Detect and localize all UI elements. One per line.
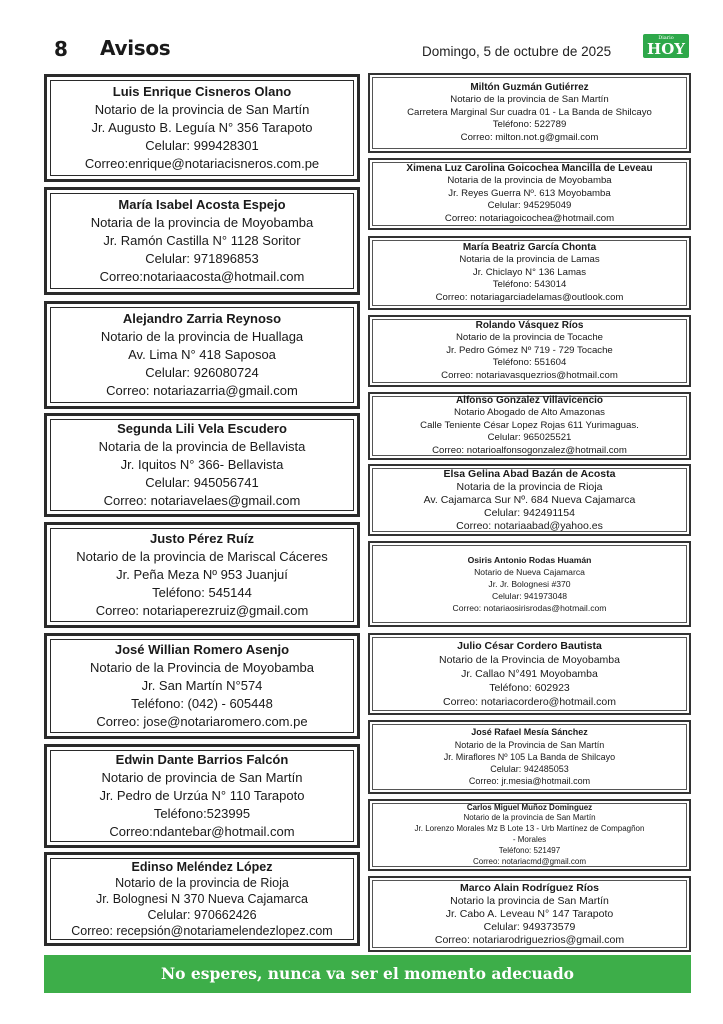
notary-card — [368, 73, 691, 153]
notary-email: Correo: notariaosirisrodas@hotmail.com — [452, 603, 607, 613]
notary-email: Correo: milton.not.g@gmail.com — [460, 131, 599, 143]
notary-address: Calle Teniente César Lopez Rojas 611 Yurimaguas. — [420, 419, 639, 431]
notary-role: Notario de la provincia de Tocache — [455, 332, 604, 344]
notary-address: Jr. Cabo A. Leveau N° 147 Tarapoto — [445, 907, 614, 920]
logo-small-text: Diario — [658, 35, 674, 41]
notary-role: Notario de la provincia de Mariscal Cáceres — [76, 549, 328, 564]
notary-phone: Teléfono: 522789 — [492, 119, 567, 131]
notary-phone: Celular: 971896853 — [145, 251, 259, 266]
notary-role: Notario de la provincia de San Martín — [94, 102, 310, 117]
notary-role: Notario la provincia de San Martín — [450, 894, 609, 907]
notary-email: Correo: notariaabad@yahoo.es — [456, 519, 603, 532]
notary-address: Carretera Marginal Sur cuadra 01 - La Banda de Shilcayo — [407, 106, 652, 118]
notary-phone: Celular: 949373579 — [483, 920, 576, 933]
footer-slogan: No esperes, nunca va ser el momento adecuado — [161, 964, 574, 983]
notary-name: Carlos Miguel Muñoz Dominguez — [466, 802, 593, 812]
notary-email: Correo: notariaperezruiz@gmail.com — [95, 603, 309, 618]
notary-role: Notario de la provincia de San Martín — [463, 813, 596, 823]
notary-address: Jr. Miraflores Nº 105 La Banda de Shilcayo — [443, 751, 616, 762]
notary-email: Correo: notarioalfonsogonzalez@hotmail.com — [432, 444, 627, 456]
notary-name: Rolando Vásquez Ríos — [475, 319, 584, 331]
notary-name: Miltón Guzmán Gutiérrez — [470, 81, 589, 93]
notary-email: Correo:notariaacosta@hotmail.com — [99, 269, 305, 284]
notary-card — [368, 876, 691, 952]
notary-address: Jr. Jr. Bolognesi #370 — [488, 579, 571, 589]
notary-email: Correo: jr.mesia@hotmail.com — [468, 776, 591, 787]
notary-role: Notario de la provincia de Huallaga — [100, 329, 304, 344]
notary-name: José Willian Romero Asenjo — [114, 642, 290, 657]
notary-address: Jr. Pedro Gómez Nº 719 - 729 Tocache — [446, 344, 613, 356]
notary-name: Julio César Cordero Bautista — [457, 640, 602, 652]
section-title: Avisos — [100, 36, 171, 60]
notary-email: Correo: notariacmd@gmail.com — [472, 856, 587, 866]
notary-name: Justo Pérez Ruíz — [149, 531, 255, 546]
notary-address: Jr. San Martín N°574 — [141, 678, 263, 693]
notary-phone: Teléfono: 521497 — [498, 845, 561, 855]
notary-phone: Teléfono: (042) - 605448 — [131, 696, 273, 711]
notary-email: Correo: notariavasquezrios@hotmail.com — [441, 369, 618, 381]
notary-name: María Isabel Acosta Espejo — [118, 197, 286, 212]
notary-role: Notaria de la provincia de Lamas — [459, 254, 600, 266]
notary-address-continued: - Morales — [512, 835, 547, 844]
notary-name: Elsa Gelina Abad Bazán de Acosta — [443, 467, 616, 480]
notary-phone: Celular: 965025521 — [487, 432, 572, 444]
notary-email: Correo: notariarodriguezrios@gmail.com — [434, 933, 625, 946]
notary-phone: Celular: 942485053 — [490, 764, 569, 775]
notary-phone: Celular: 945056741 — [145, 475, 259, 490]
notary-name: José Rafael Mesía Sánchez — [471, 727, 588, 738]
page-number: 8 — [54, 37, 68, 61]
notary-card — [44, 852, 360, 946]
notary-address: Jr. Callao N°491 Moyobamba — [461, 668, 598, 680]
notary-name: María Beatriz García Chonta — [462, 241, 597, 253]
notary-role: Notario de la provincia de Rioja — [115, 876, 289, 890]
notary-card — [44, 187, 360, 295]
notary-card — [368, 392, 691, 460]
notary-role: Notario de la Provincia de Moyobamba — [89, 660, 314, 675]
notary-phone: Teléfono:523995 — [153, 806, 251, 821]
footer-banner — [44, 955, 691, 993]
notary-address: Av. Cajamarca Sur Nº. 684 Nueva Cajamarca — [423, 493, 636, 506]
notary-card — [368, 236, 691, 310]
notary-address: Jr. Bolognesi N 370 Nueva Cajamarca — [96, 892, 308, 906]
notary-phone: Celular: 926080724 — [145, 365, 259, 380]
notary-email: Correo:ndantebar@hotmail.com — [109, 824, 295, 839]
issue-date: Domingo, 5 de octubre de 2025 — [422, 44, 612, 59]
notary-address: Jr. Reyes Guerra Nº. 613 Moyobamba — [448, 187, 611, 199]
notary-email: Correo:enrique@notariacisneros.com.pe — [84, 156, 320, 171]
notary-name: Marco Alain Rodríguez Ríos — [459, 881, 600, 894]
notary-card — [44, 522, 360, 628]
notary-phone: Teléfono: 602923 — [489, 682, 570, 694]
notary-name: Segunda Lili Vela Escudero — [117, 421, 287, 436]
notary-phone: Celular: 942491154 — [484, 506, 575, 519]
notary-role: Notario Abogado de Alto Amazonas — [454, 407, 605, 419]
notary-role: Notaria de la provincia de Moyobamba — [90, 215, 314, 230]
notary-card — [44, 413, 360, 517]
notary-card — [368, 464, 691, 536]
notary-role: Notaria de la provincia de Moyobamba — [447, 175, 612, 187]
logo-big-text: HOY — [647, 40, 685, 58]
notary-phone: Celular: 970662426 — [147, 908, 257, 922]
notary-card — [44, 74, 360, 182]
notary-name: Luis Enrique Cisneros Olano — [112, 84, 292, 99]
notary-card — [44, 301, 360, 409]
notary-name: Edwin Dante Barrios Falcón — [115, 752, 289, 767]
notary-name: Ximena Luz Carolina Goicochea Mancilla de Leveau — [406, 162, 653, 174]
notary-role: Notario de la Provincia de Moyobamba — [439, 654, 620, 666]
notary-address: Jr. Chiclayo N° 136 Lamas — [472, 266, 587, 278]
notary-address: Jr. Augusto B. Leguía N° 356 Tarapoto — [91, 120, 313, 135]
notary-address: Jr. Lorenzo Morales Mz B Lote 13 - Urb Martínez de Compagñon — [414, 824, 645, 834]
notary-email: Correo: recepsión@notariamelendezlopez.com — [71, 924, 333, 938]
notary-role: Notario de provincia de San Martín — [101, 770, 303, 785]
notary-role: Notaria de la provincia de Bellavista — [98, 439, 306, 454]
notary-name: Alfonso Gonzalez Villavicencio — [455, 394, 604, 406]
notary-name: Edinso Meléndez López — [131, 860, 273, 874]
notary-phone: Celular: 941973048 — [491, 591, 567, 601]
notary-card — [368, 541, 691, 627]
notary-address: Av. Lima N° 418 Saposoa — [128, 347, 276, 362]
notary-card — [368, 720, 691, 794]
notary-address: Jr. Iquitos N° 366- Bellavista — [120, 457, 284, 472]
notary-card — [368, 799, 691, 871]
notary-role: Notario de Nueva Cajamarca — [474, 567, 585, 577]
notary-phone: Teléfono: 551604 — [492, 357, 567, 369]
notary-address: Jr. Peña Meza Nº 953 Juanjuí — [116, 567, 288, 582]
notary-card — [368, 633, 691, 715]
notary-name: Osiris Antonio Rodas Huamán — [467, 555, 592, 565]
notary-card — [368, 315, 691, 387]
notary-name: Alejandro Zarria Reynoso — [122, 311, 282, 326]
notary-email: Correo: notariagarciadelamas@outlook.com — [435, 291, 624, 303]
notary-email: Correo: jose@notariaromero.com.pe — [96, 714, 308, 729]
notary-role: Notaria de la provincia de Rioja — [456, 480, 603, 493]
notary-phone: Teléfono: 545144 — [152, 585, 252, 600]
notary-email: Correo: notariavelaes@gmail.com — [103, 493, 301, 508]
page-header — [0, 0, 723, 64]
notary-email: Correo: notariazarria@gmail.com — [106, 383, 298, 398]
notary-address: Jr. Pedro de Urzúa N° 110 Tarapoto — [99, 788, 305, 803]
notary-role: Notario de la Provincia de San Martín — [454, 739, 605, 750]
notary-phone: Celular: 999428301 — [145, 138, 259, 153]
diario-hoy-logo — [643, 34, 689, 58]
notary-address: Jr. Ramón Castilla N° 1128 Soritor — [103, 233, 301, 248]
notary-phone: Celular: 945295049 — [487, 200, 572, 212]
notary-role: Notario de la provincia de San Martín — [450, 94, 609, 106]
notary-card — [44, 744, 360, 848]
notary-card — [368, 158, 691, 230]
notary-phone: Teléfono: 543014 — [492, 279, 567, 291]
notary-card — [44, 633, 360, 739]
notary-email: Correo: notariagoicochea@hotmail.com — [444, 212, 615, 224]
notary-email: Correo: notariacordero@hotmail.com — [443, 696, 616, 708]
